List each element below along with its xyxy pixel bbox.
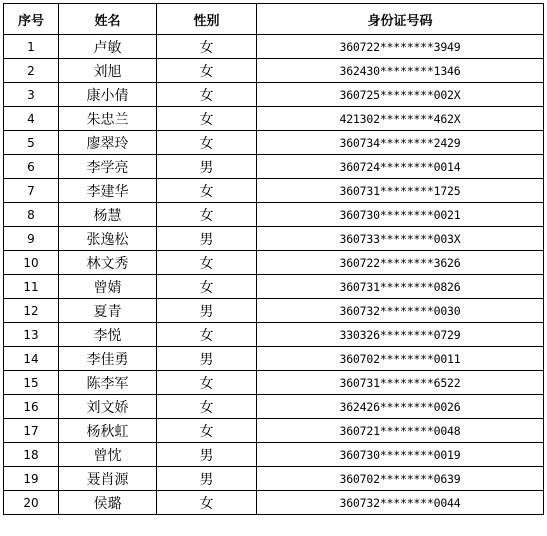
table-row	[4, 371, 544, 395]
cell-name: 李悦	[59, 323, 157, 347]
cell-seq: 14	[4, 347, 59, 371]
cell-id: 360734********2429	[257, 131, 544, 155]
cell-seq: 7	[4, 179, 59, 203]
table-row	[4, 155, 544, 179]
cell-gender: 男	[157, 299, 257, 323]
cell-name: 李学亮	[59, 155, 157, 179]
cell-id: 421302********462X	[257, 107, 544, 131]
cell-id: 360721********0048	[257, 419, 544, 443]
table-row	[4, 323, 544, 347]
cell-seq: 17	[4, 419, 59, 443]
cell-gender: 女	[157, 275, 257, 299]
header-seq: 序号	[4, 4, 59, 35]
cell-id: 360702********0011	[257, 347, 544, 371]
table-row	[4, 275, 544, 299]
cell-id: 360732********0030	[257, 299, 544, 323]
cell-name: 康小倩	[59, 83, 157, 107]
cell-seq: 12	[4, 299, 59, 323]
cell-seq: 18	[4, 443, 59, 467]
table-row	[4, 299, 544, 323]
cell-id: 360731********1725	[257, 179, 544, 203]
table-row	[4, 227, 544, 251]
cell-seq: 8	[4, 203, 59, 227]
cell-id: 360724********0014	[257, 155, 544, 179]
cell-gender: 女	[157, 371, 257, 395]
cell-seq: 13	[4, 323, 59, 347]
cell-gender: 女	[157, 131, 257, 155]
cell-seq: 1	[4, 35, 59, 59]
cell-name: 刘旭	[59, 59, 157, 83]
cell-id: 360731********0826	[257, 275, 544, 299]
cell-name: 廖翠玲	[59, 131, 157, 155]
header-id: 身份证号码	[257, 4, 544, 35]
table-row	[4, 347, 544, 371]
cell-id: 360733********003X	[257, 227, 544, 251]
cell-gender: 女	[157, 83, 257, 107]
cell-seq: 19	[4, 467, 59, 491]
table-row	[4, 131, 544, 155]
cell-gender: 男	[157, 155, 257, 179]
table-row	[4, 35, 544, 59]
cell-gender: 女	[157, 107, 257, 131]
cell-gender: 女	[157, 59, 257, 83]
table-row	[4, 491, 544, 515]
cell-name: 杨秋虹	[59, 419, 157, 443]
cell-id: 360731********6522	[257, 371, 544, 395]
table-row	[4, 251, 544, 275]
cell-id: 360722********3626	[257, 251, 544, 275]
cell-seq: 10	[4, 251, 59, 275]
cell-seq: 15	[4, 371, 59, 395]
table-row	[4, 395, 544, 419]
cell-id: 360730********0019	[257, 443, 544, 467]
table-body	[4, 35, 544, 515]
cell-gender: 女	[157, 203, 257, 227]
cell-gender: 男	[157, 467, 257, 491]
cell-gender: 女	[157, 491, 257, 515]
cell-seq: 11	[4, 275, 59, 299]
table-row	[4, 203, 544, 227]
cell-id: 362426********0026	[257, 395, 544, 419]
cell-name: 卢敏	[59, 35, 157, 59]
cell-gender: 女	[157, 251, 257, 275]
cell-seq: 16	[4, 395, 59, 419]
cell-name: 陈李军	[59, 371, 157, 395]
cell-name: 侯璐	[59, 491, 157, 515]
cell-id: 362430********1346	[257, 59, 544, 83]
cell-id: 360732********0044	[257, 491, 544, 515]
table-row	[4, 467, 544, 491]
cell-id: 330326********0729	[257, 323, 544, 347]
cell-name: 林文秀	[59, 251, 157, 275]
cell-gender: 男	[157, 227, 257, 251]
cell-seq: 6	[4, 155, 59, 179]
cell-gender: 女	[157, 35, 257, 59]
cell-seq: 20	[4, 491, 59, 515]
cell-gender: 女	[157, 323, 257, 347]
cell-id: 360702********0639	[257, 467, 544, 491]
table-row	[4, 59, 544, 83]
cell-name: 曾忱	[59, 443, 157, 467]
header-gender: 性别	[157, 4, 257, 35]
cell-name: 张逸松	[59, 227, 157, 251]
table-row	[4, 419, 544, 443]
cell-seq: 4	[4, 107, 59, 131]
cell-id: 360722********3949	[257, 35, 544, 59]
table-row	[4, 83, 544, 107]
cell-seq: 5	[4, 131, 59, 155]
table-row	[4, 107, 544, 131]
cell-id: 360725********002X	[257, 83, 544, 107]
table-row	[4, 179, 544, 203]
cell-seq: 3	[4, 83, 59, 107]
cell-name: 聂肖源	[59, 467, 157, 491]
cell-gender: 女	[157, 179, 257, 203]
cell-name: 夏青	[59, 299, 157, 323]
table-header-row	[4, 4, 544, 35]
roster-table	[3, 3, 544, 515]
cell-gender: 男	[157, 443, 257, 467]
table-row	[4, 443, 544, 467]
header-name: 姓名	[59, 4, 157, 35]
cell-seq: 2	[4, 59, 59, 83]
cell-gender: 女	[157, 419, 257, 443]
cell-name: 杨慧	[59, 203, 157, 227]
cell-gender: 女	[157, 395, 257, 419]
cell-seq: 9	[4, 227, 59, 251]
cell-name: 曾婧	[59, 275, 157, 299]
cell-gender: 男	[157, 347, 257, 371]
cell-name: 刘文娇	[59, 395, 157, 419]
cell-name: 李佳勇	[59, 347, 157, 371]
roster-table-container	[3, 3, 544, 515]
cell-name: 李建华	[59, 179, 157, 203]
cell-id: 360730********0021	[257, 203, 544, 227]
cell-name: 朱忠兰	[59, 107, 157, 131]
